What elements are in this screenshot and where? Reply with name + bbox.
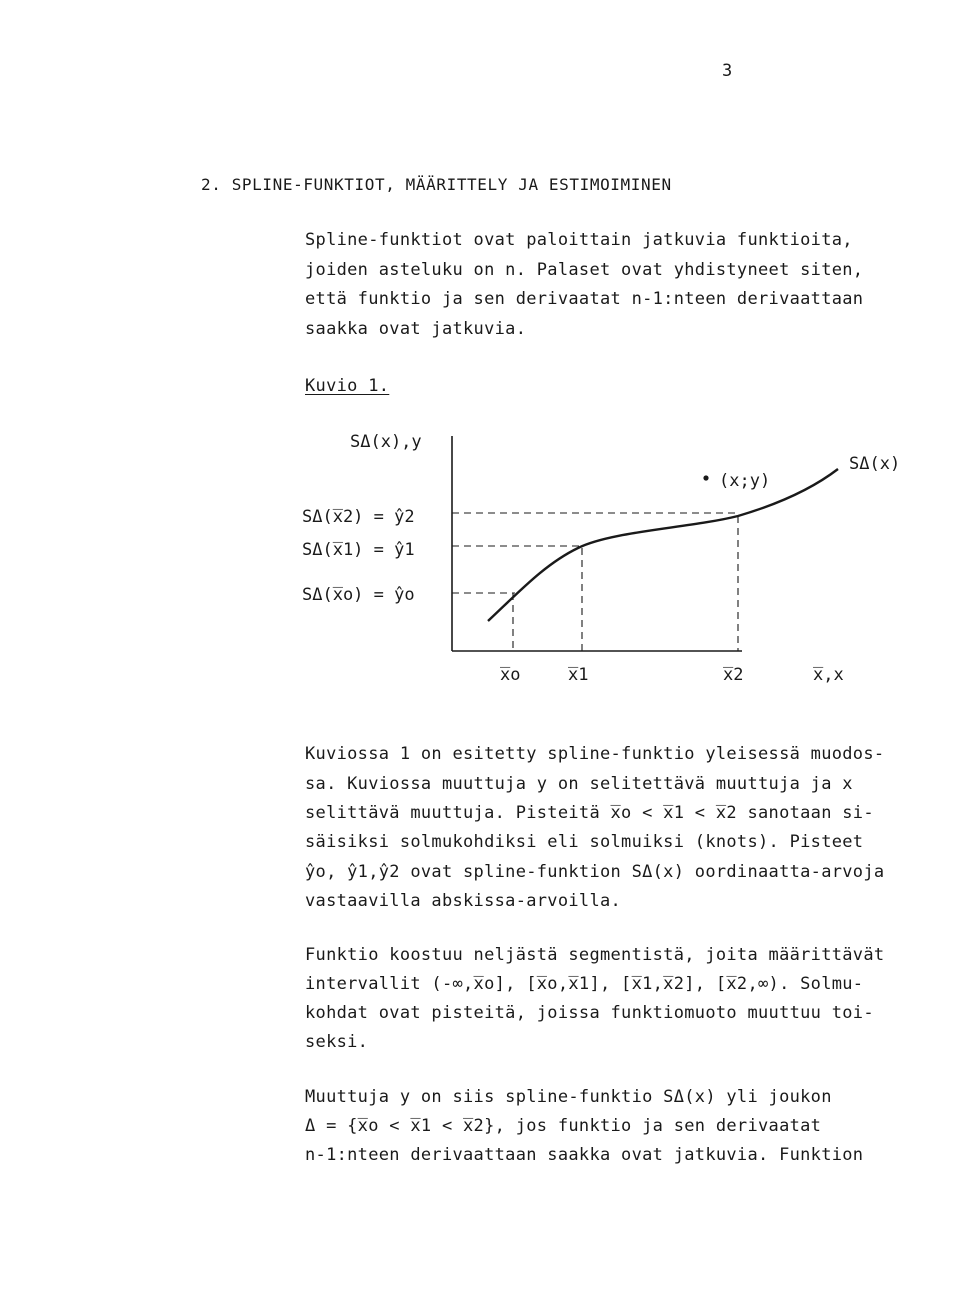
para3-line: Muuttuja y on siis spline-funktio SΔ(x) yli joukon: [305, 1087, 832, 1107]
x-tick-x1: x̅1: [568, 665, 589, 685]
x-tick-axis: x̅,x: [813, 665, 844, 685]
y-level-label-0: SΔ(x̅o) = ŷo: [302, 585, 415, 605]
spline-curve: [488, 469, 838, 621]
para1-line: säisiksi solmukohdiksi eli solmuiksi (knots). Pisteet: [305, 832, 864, 852]
y-level-label-2: SΔ(x̅2) = ŷ2: [302, 507, 415, 527]
page-number: 3: [722, 61, 733, 81]
y-axis-label: SΔ(x),y: [350, 432, 422, 452]
intro-line: joiden asteluku on n. Palaset ovat yhdistyneet siten,: [305, 260, 864, 280]
para2-line: Funktio koostuu neljästä segmentistä, joita määrittävät: [305, 945, 885, 965]
intro-line: Spline-funktiot ovat paloittain jatkuvia funktioita,: [305, 230, 853, 250]
para1-line: vastaavilla abskissa-arvoilla.: [305, 891, 622, 911]
y-level-label-1: SΔ(x̅1) = ŷ1: [302, 540, 415, 560]
intro-line: että funktio ja sen derivaatat n-1:nteen derivaattaan: [305, 289, 864, 309]
intro-line: saakka ovat jatkuvia.: [305, 319, 527, 339]
para1-line: Kuviossa 1 on esitetty spline-funktio yleisessä muodos-: [305, 744, 885, 764]
para1-line: selittävä muuttuja. Pisteitä x̅o < x̅1 < x̅2 sanotaan si-: [305, 803, 874, 823]
para2-line: seksi.: [305, 1032, 369, 1052]
para1-line: sa. Kuviossa muuttuja y on selitettävä muuttuja ja x: [305, 774, 853, 794]
x-tick-x2: x̅2: [723, 665, 744, 685]
section-heading: 2. SPLINE-FUNKTIOT, MÄÄRITTELY JA ESTIMOIMINEN: [201, 175, 672, 194]
para3-line: n-1:nteen derivaattaan saakka ovat jatkuvia. Funktion: [305, 1145, 864, 1165]
point-label: (x;y): [719, 471, 771, 491]
para2-line: intervallit (-∞,x̅o], [x̅o,x̅1], [x̅1,x̅2], [x̅2,∞). Solmu-: [305, 974, 864, 994]
curve-label: SΔ(x): [849, 454, 901, 474]
observation-point: [703, 475, 708, 480]
para1-line: ŷo, ŷ1,ŷ2 ovat spline-funktion SΔ(x) oordinaatta-arvoja: [305, 862, 885, 882]
para3-line: Δ = {x̅o < x̅1 < x̅2}, jos funktio ja sen derivaatat: [305, 1116, 822, 1136]
x-tick-x0: x̅o: [500, 665, 521, 685]
para2-line: kohdat ovat pisteitä, joissa funktiomuoto muuttuu toi-: [305, 1003, 874, 1023]
figure-caption: Kuvio 1.: [305, 376, 390, 396]
